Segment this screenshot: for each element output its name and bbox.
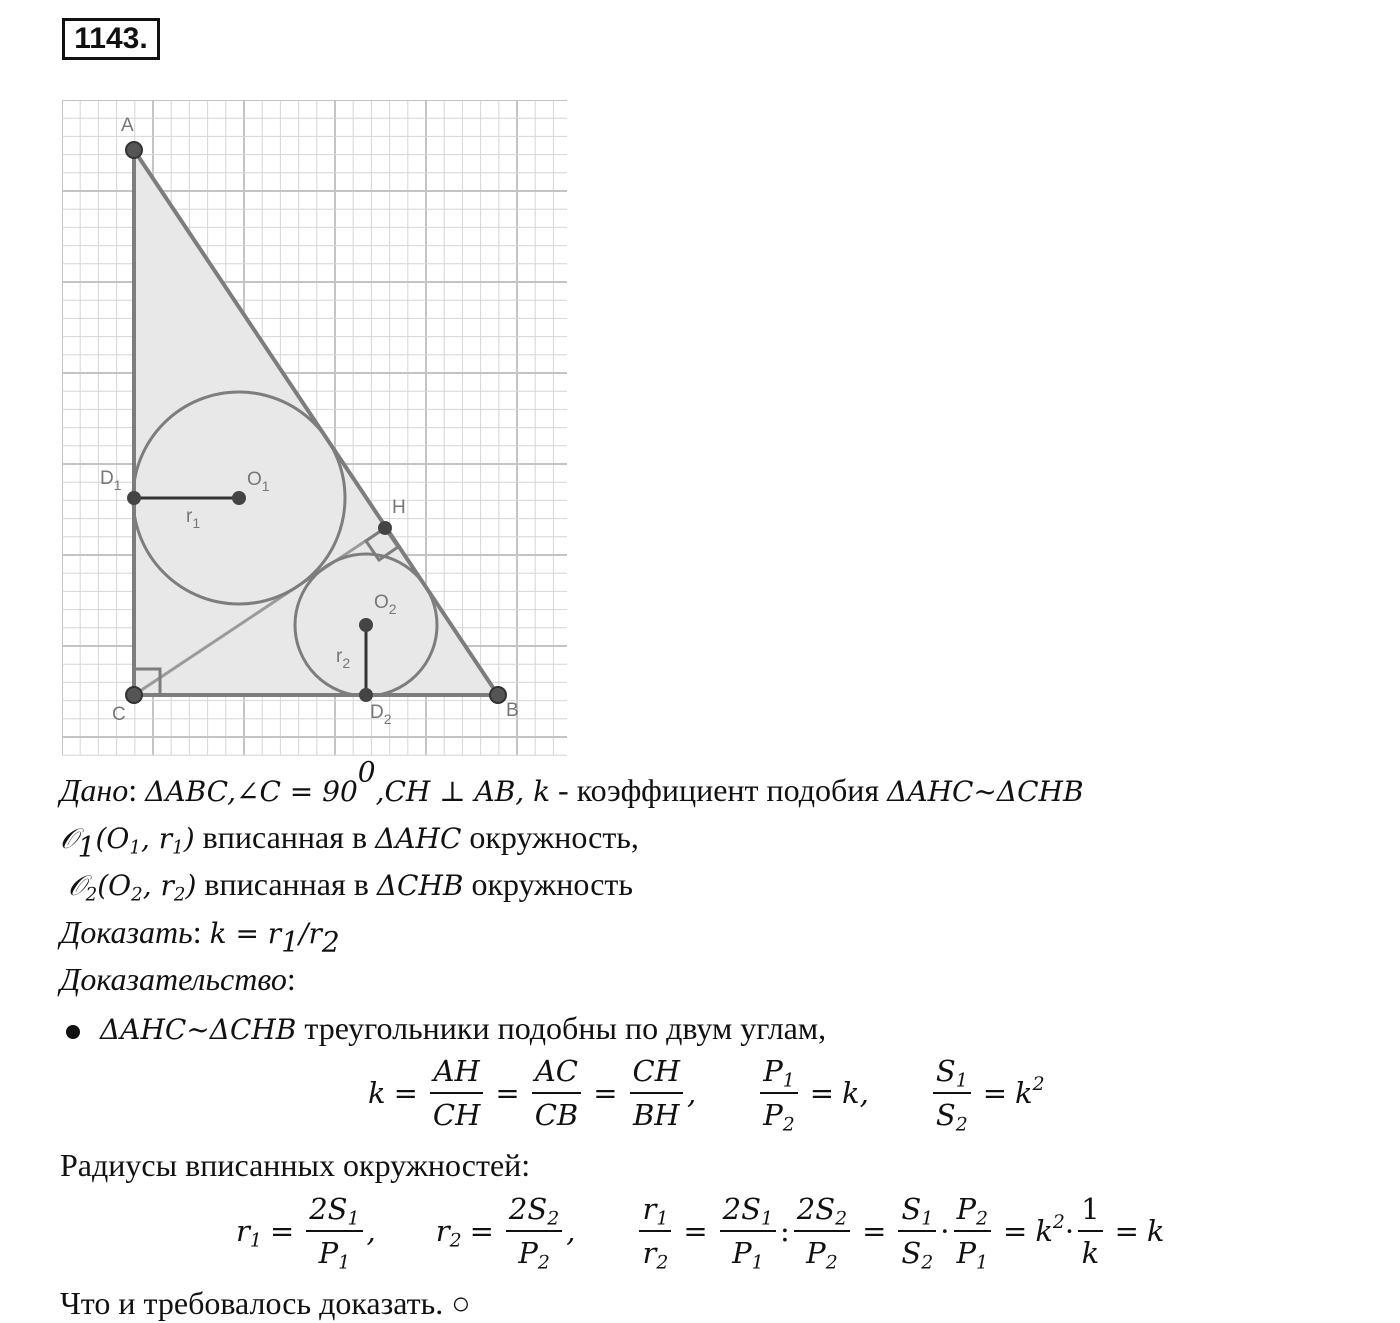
geometry-figure [62,100,572,760]
point-c [126,687,142,703]
label-c: C [112,704,126,725]
radii-formulas: $r_1$ = $\frac{2S_1}{P_1}$ , $r_2$ = $\frac{2S_2}{P_2}$ , $\frac{r_1}{r_2}$ = $\frac{2S_1}{P_1}$ : $\frac{2S_2}{P_2}$ = $\frac{S_1}{S_2}$ · $\frac{P_2}{P_1}$ = $k^2\cdot$ $\frac{1}{k}$ = k [236,1188,1164,1274]
label-r2: $r_2$ [336,646,351,671]
point-d2 [359,688,373,702]
label-o1: $O_1$ [247,469,270,494]
label-h: H [392,497,406,518]
given-label: Дано [60,772,129,808]
point-o2 [359,618,373,632]
label-r1: $r_1$ [186,506,201,531]
point-a [126,142,142,158]
conclusion: Что и требовалось доказать. ○ [60,1285,471,1321]
point-d1 [127,491,141,505]
given-line-1: Дано: ΔABC,∠C = $90^0,CH$ ⊥ AB, k - коэффициент подобия ΔAHC~ΔCHB [60,755,1084,808]
given-line-2: $𝒪_1(O_1$, $r_1$) вписанная в ΔAHC окружность, [60,819,639,864]
similarity-formulas: k = $\frac{AH}{CH}$ = $\frac{AC}{CB}$ = $\frac{CH}{BH}$ , $\frac{P_1}{P_2}$ = k, $\frac{S_1}{S_2}$ = $k^2$ [368,1050,1045,1136]
label-b: B [506,700,519,721]
radii-heading: Радиусы вписанных окружностей: [60,1147,531,1183]
proof-bullet: ΔAHC~ΔCHB треугольники подобны по двум углам, [66,1008,826,1050]
bullet-icon [66,1025,80,1039]
problem-number: 1143. [62,18,160,60]
point-h [378,521,392,535]
label-d2: $D_2$ [370,702,392,727]
point-o1 [232,491,246,505]
proof-label: Доказательство: [60,961,296,997]
label-a: A [121,115,134,136]
label-d1: $D_1$ [100,468,122,493]
label-o2: $O_2$ [374,592,397,617]
given-line-3: $𝒪_2(O_2$, $r_2$) вписанная в ΔCHB окружность [68,866,633,906]
prove-line: Доказать: $k = r_1/r_2$ [60,914,340,959]
point-b [490,687,506,703]
